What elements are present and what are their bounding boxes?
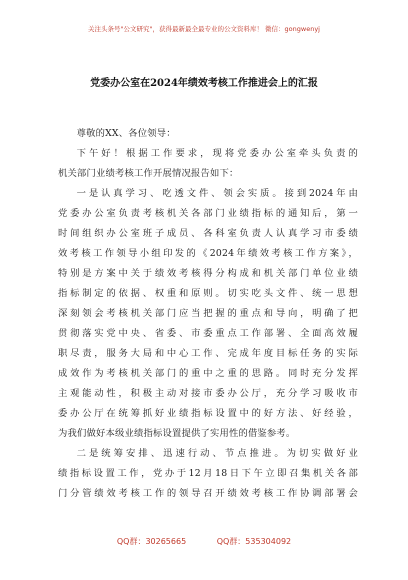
text-line: 机关部门业绩考核工作开展情况报告如下： [58, 168, 239, 179]
text-line: 特别是方案中关于绩效考核得分构成和机关部门单位业绩 [58, 268, 358, 279]
text-line: 二是统筹安排、迅速行动、节点推进。为切实做好业 [76, 448, 358, 459]
text-line: 绩指标设置工作，党办于12月18日下午立即召集机关各部 [58, 468, 358, 479]
header-note: 关注头条号"公文研究"，获得最新最全最专业的公文资料库！ 微信：gongwenyj [88, 25, 320, 33]
footer-qq-group-2: QQ群：535304092 [216, 537, 292, 546]
text-line: 时间组织办公室班子成员、各科室负责人认真学习市委绩 [58, 228, 358, 239]
text-line: 主观能动性，积极主动对接市委办公厅，充分学习吸收市 [58, 388, 358, 399]
footer-qq-group-1: QQ群：30265665 [116, 537, 187, 546]
text-line: 深刻领会考核机关部门应当把握的重点和导向，明确了把 [58, 308, 358, 319]
text-line: 为我们做好本级业绩指标设置提供了实用性的借鉴参考。 [58, 428, 296, 439]
text-line: 指标制定的依据、权重和原则。切实吃头文件、统一思想 [58, 288, 358, 299]
paragraph-3 [58, 444, 358, 504]
text-line: 党委办公室负责考核机关各部门业绩指标的通知后，第一 [58, 208, 358, 219]
text-line: 效考核工作领导小组印发的《2024年绩效考核工作方案》， [58, 248, 358, 259]
paragraph-1 [58, 144, 358, 184]
text-line: 一是认真学习、吃透文件、领会实质。接到2024年由 [76, 188, 358, 199]
text-line: 门分管绩效考核工作的领导召开绩效考核工作协调部署会 [58, 488, 358, 499]
document-body [58, 124, 358, 144]
text-line: 贯彻落实党中央、省委、市委重点工作部署、全面高效履 [58, 328, 358, 339]
footer [0, 536, 408, 547]
document-title: 党委办公室在2024年绩效考核工作推进会上的汇报 [90, 78, 318, 89]
paragraph-2 [58, 184, 358, 444]
salutation: 尊敬的XX、各位领导： [76, 128, 176, 139]
text-line: 成效作为考核机关部门的重中之重的思路。同时充分发挥 [58, 368, 358, 379]
text-line: 下午好！根据工作要求，现将党委办公室牵头负责的 [76, 148, 358, 159]
text-line: 职尽责，服务大局和中心工作、完成年度目标任务的实际 [58, 348, 358, 359]
text-line: 委办公厅在统筹抓好业绩指标设置中的好方法、好经验， [58, 408, 358, 419]
